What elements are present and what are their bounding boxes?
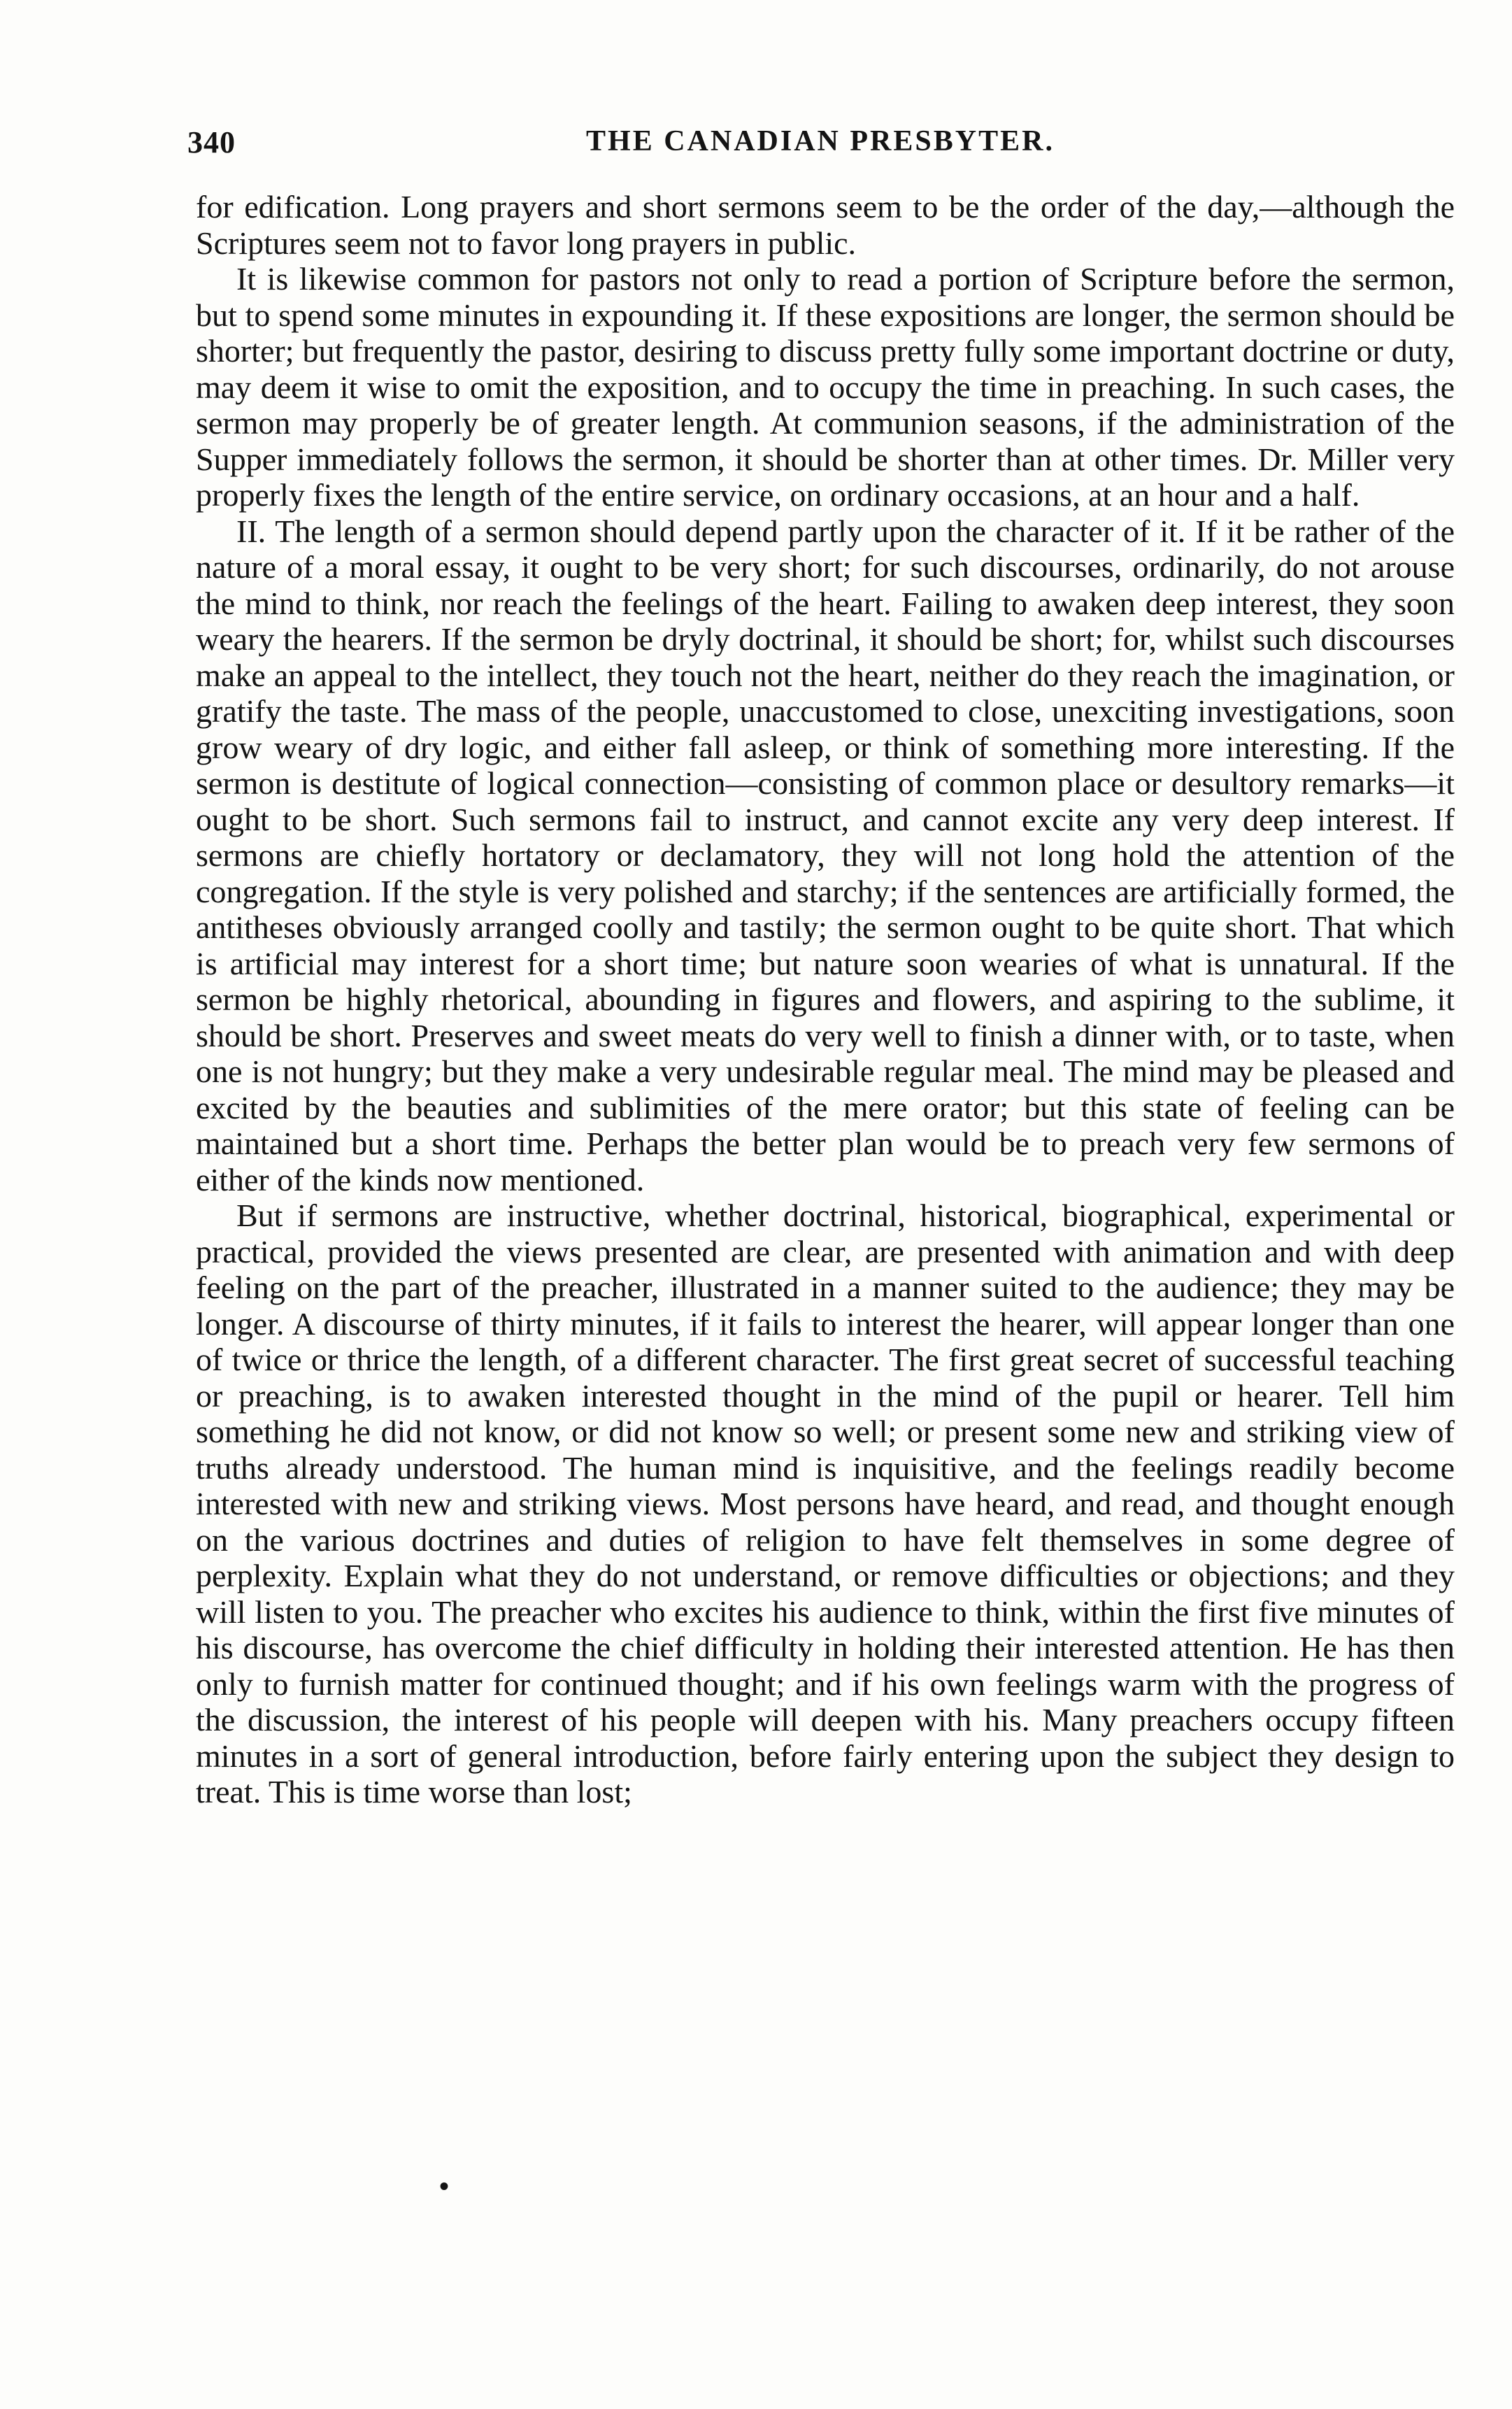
article-body [196, 189, 1455, 1810]
page-header [187, 125, 1453, 166]
page-number: 340 [187, 125, 236, 159]
paragraph-scripture-exposition: It is likewise common for pastors not only to read a portion of Scripture before the sermon, but to spend some minutes in expounding it. If these expositions are longer, the sermon should be shorter; but frequently the pastor, desiring to discuss pretty fully some important doctrine or duty, may deem it wise to omit the exposition, and to occupy the time in preaching. In such cases, the sermon may properly be of greater length. At communion seasons, if the administration of the Supper immediately follows the sermon, it should be shorter than at other times. Dr. Miller very properly fixes the length of the entire service, on ordinary occasions, at an hour and a half. [196, 261, 1455, 513]
footer-mark: • [439, 2170, 450, 2202]
paragraph-sermon-character: II. The length of a sermon should depend partly upon the character of it. If it be rather of the nature of a moral essay, it ought to be very short; for such discourses, ordinarily, do not arouse the mind to think, nor reach the feelings of the heart. Failing to awaken deep interest, they soon weary the hearers. If the sermon be dryly doctrinal, it should be short; for, whilst such discourses make an appeal to the intellect, they touch not the heart, neither do they reach the imagination, or gratify the taste. The mass of the people, unaccustomed to close, unexciting investigations, soon grow weary of dry logic, and either fall asleep, or think of something more interesting. If the sermon is destitute of logical connection—consisting of common place or desultory remarks—it ought to be short. Such sermons fail to instruct, and cannot excite any very deep interest. If sermons are chiefly hortatory or declamatory, they will not long hold the attention of the congregation. If the style is very polished and starchy; if the sentences are artificially formed, the antitheses obviously arranged coolly and tastily; the sermon ought to be quite short. That which is artificial may interest for a short time; but nature soon wearies of what is unnatural. If the sermon be highly rhetorical, abounding in figures and flowers, and aspiring to the sublime, it should be short. Preserves and sweet meats do very well to finish a dinner with, or to taste, when one is not hungry; but they make a very undesirable regular meal. The mind may be pleased and excited by the beauties and sublimities of the mere orator; but this state of feeling can be maintained but a short time. Perhaps the better plan would be to preach very few sermons of either of the kinds now mentioned. [196, 513, 1455, 1198]
paragraph-instructive-sermons: But if sermons are instructive, whether doctrinal, historical, biographical, experimental or practical, provided the views presented are clear, are presented with animation and with deep feeling on the part of the preacher, illustrated in a manner suited to the audience; they may be longer. A discourse of thirty minutes, if it fails to interest the hearer, will appear longer than one of twice or thrice the length, of a different character. The first great secret of successful teaching or preaching, is to awaken interested thought in the mind of the pupil or hearer. Tell him something he did not know, or did not know so well; or present some new and striking view of truths already understood. The human mind is inquisitive, and the feelings readily become interested with new and striking views. Most persons have heard, and read, and thought enough on the various doctrines and duties of religion to have felt themselves in some degree of perplexity. Explain what they do not understand, or remove difficulties or objections; and they will listen to you. The preacher who excites his audience to think, within the first five minutes of his discourse, has overcome the chief difficulty in holding their interested attention. He has then only to furnish matter for continued thought; and if his own feelings warm with the progress of the discussion, the interest of his people will deepen with his. Many preachers occupy fifteen minutes in a sort of general introduction, before fairly entering upon the subject they design to treat. This is time worse than lost; [196, 1198, 1455, 1810]
paragraph-continuation: for edification. Long prayers and short sermons seem to be the order of the day,—although the Scriptures seem not to favor long prayers in public. [196, 189, 1455, 261]
running-head: THE CANADIAN PRESBYTER. [586, 125, 1055, 157]
